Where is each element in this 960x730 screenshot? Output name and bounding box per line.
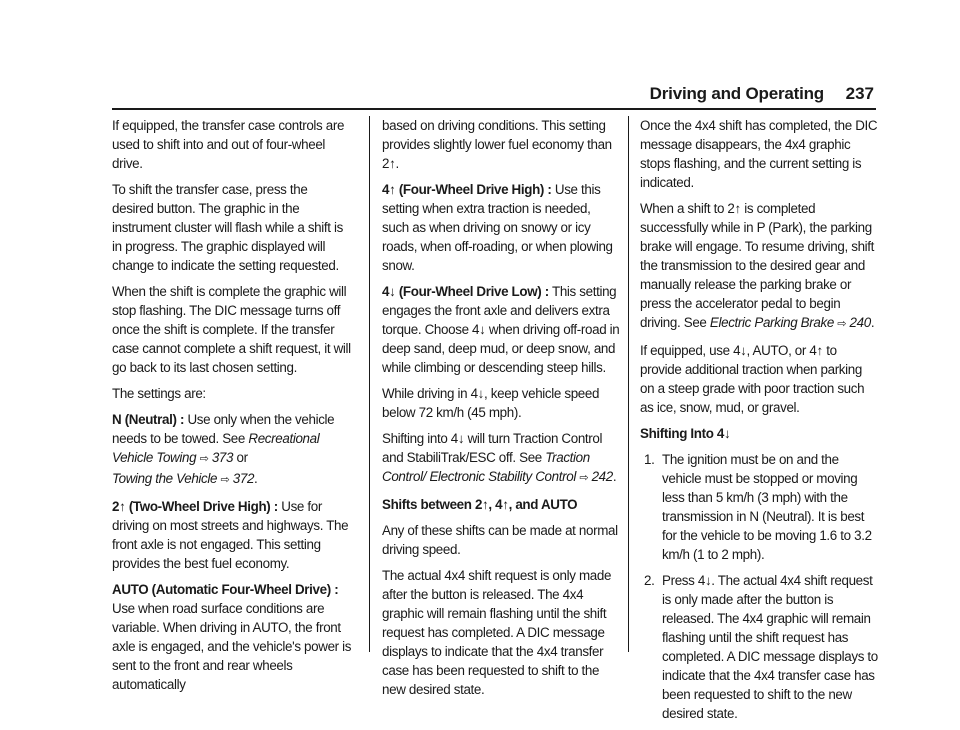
step-text: Press 4↓. The actual 4x4 shift request is only made after the button is released. The 4x4 graphic will remain flashing until the shift request has completed. A DIC message displays to indicate that the 4x4 transfer case has been requested to shift to the new desired state. (662, 573, 878, 721)
step-text: The ignition must be on and the vehicle must be stopped or moving less than 5 km/h (3 mph) with the transmission in N (Neutral). It is best for the vehicle to be moving 1.6 to 3.2 km/h (1 to 2 mph). (662, 452, 872, 562)
paragraph: If equipped, use 4↓, AUTO, or 4↑ to provide additional traction when parking on a steep grade with poor traction such as ice, snow, mud, or gravel. (640, 343, 865, 415)
setting-auto (112, 580, 352, 694)
steps-list (640, 450, 878, 723)
setting-four-wheel-low (382, 282, 620, 377)
ref-arrow-icon: ⇨ (837, 318, 847, 330)
setting-two-wheel-high (112, 497, 352, 573)
setting-text: or (233, 450, 248, 465)
paragraph-parking (640, 199, 878, 334)
ref-arrow-icon: ⇨ (579, 472, 589, 484)
column-2 (382, 116, 620, 706)
header-rule (112, 108, 876, 110)
list-item (640, 450, 878, 564)
xref-page[interactable]: 372 (232, 471, 255, 486)
paragraph: To shift the transfer case, press the desired button. The graphic in the instrument cluster will flash while a shift is in progress. The graphic displayed will change to indicate the setting requested. (112, 182, 343, 273)
list-item (640, 571, 878, 723)
setting-four-wheel-high (382, 180, 620, 275)
setting-text: Use when road surface conditions are variable. When driving in AUTO, the front axle is engaged, and the vehicle's power is sent to the front and rear wheels automatically (112, 601, 352, 692)
step-number: 2. (644, 573, 655, 588)
paragraph: The settings are: (112, 386, 206, 401)
setting-label: 4↑ (Four-Wheel Drive High) : (382, 182, 552, 197)
xref-page[interactable]: 242 (591, 469, 613, 484)
ref-arrow-icon: ⇨ (220, 474, 230, 486)
paragraph-text: When a shift to 2↑ is completed successfully while in P (Park), the parking brake will engage. To resume driving, shift the transmission to the desired gear and manually release the parking brake or press the accelerator pedal to begin driving. See (640, 201, 875, 330)
subheading: Shifts between 2↑, 4↑, and AUTO (382, 497, 578, 512)
column-3 (640, 116, 878, 730)
setting-text: . (254, 471, 258, 486)
paragraph-traction (382, 429, 620, 488)
setting-label: AUTO (Automatic Four-Wheel Drive) : (112, 582, 339, 597)
setting-label: 2↑ (Two-Wheel Drive High) : (112, 499, 278, 514)
paragraph-text: . (612, 469, 617, 484)
paragraph: When the shift is complete the graphic will stop flashing. The DIC message turns off once the shift is complete. If the transfer case cannot complete a shift request, it will go back to its last chosen setting. (112, 284, 351, 375)
setting-neutral (112, 410, 352, 490)
paragraph: based on driving conditions. This setting provides slightly lower fuel economy than 2↑. (382, 118, 612, 171)
paragraph: Once the 4x4 shift has completed, the DIC message disappears, the 4x4 graphic stops flashing, and the current setting is indicated. (640, 118, 878, 190)
paragraph: If equipped, the transfer case controls are used to shift into and out of four-wheel drive. (112, 118, 345, 171)
setting-text: This setting engages the front axle and delivers extra torque. Choose 4↓ when driving off-road in deep sand, deep mud, or deep snow, and while climbing or descending steep hills. (382, 284, 620, 375)
paragraph: The actual 4x4 shift request is only made after the button is released. The 4x4 graphic will remain flashing until the shift request has completed. A DIC message displays to indicate that the 4x4 transfer case has been requested to shift to the new desired state. (382, 568, 612, 697)
setting-text: Use only when the vehicle needs to be towed. See (112, 412, 335, 446)
ref-arrow-icon: ⇨ (199, 453, 209, 465)
paragraph-text: Shifting into 4↓ will turn Traction Control and StabiliTrak/ESC off. See (382, 431, 603, 465)
page-number: 237 (845, 84, 874, 103)
xref-link[interactable]: Electric Parking Brake (709, 315, 834, 330)
xref-page[interactable]: 240 (849, 315, 871, 330)
xref-link[interactable]: Recreational Vehicle Towing (112, 431, 320, 465)
section-title: Driving and Operating (649, 84, 824, 103)
page-header (0, 84, 960, 108)
paragraph: Any of these shifts can be made at normal driving speed. (382, 523, 618, 557)
xref-page[interactable]: 373 (211, 450, 234, 465)
column-1 (112, 116, 352, 701)
xref-link[interactable]: Towing the Vehicle (112, 471, 218, 486)
setting-label: 4↓ (Four-Wheel Drive Low) : (382, 284, 549, 299)
xref-link[interactable]: Traction Control/ Electronic Stability Control (382, 450, 590, 484)
paragraph: While driving in 4↓, keep vehicle speed below 72 km/h (45 mph). (382, 386, 600, 420)
subheading: Shifting Into 4↓ (640, 426, 731, 441)
column-divider-2 (628, 116, 629, 652)
setting-text: Use for driving on most streets and highways. The front axle is not engaged. This setting provides the best fuel economy. (112, 499, 349, 571)
step-number: 1. (644, 452, 655, 467)
column-divider-1 (369, 116, 370, 652)
paragraph-text: . (870, 315, 875, 330)
setting-label: N (Neutral) : (112, 412, 185, 427)
setting-text: Use this setting when extra traction is needed, such as when driving on snowy or icy roads, when off-roading, or when plowing snow. (382, 182, 613, 273)
